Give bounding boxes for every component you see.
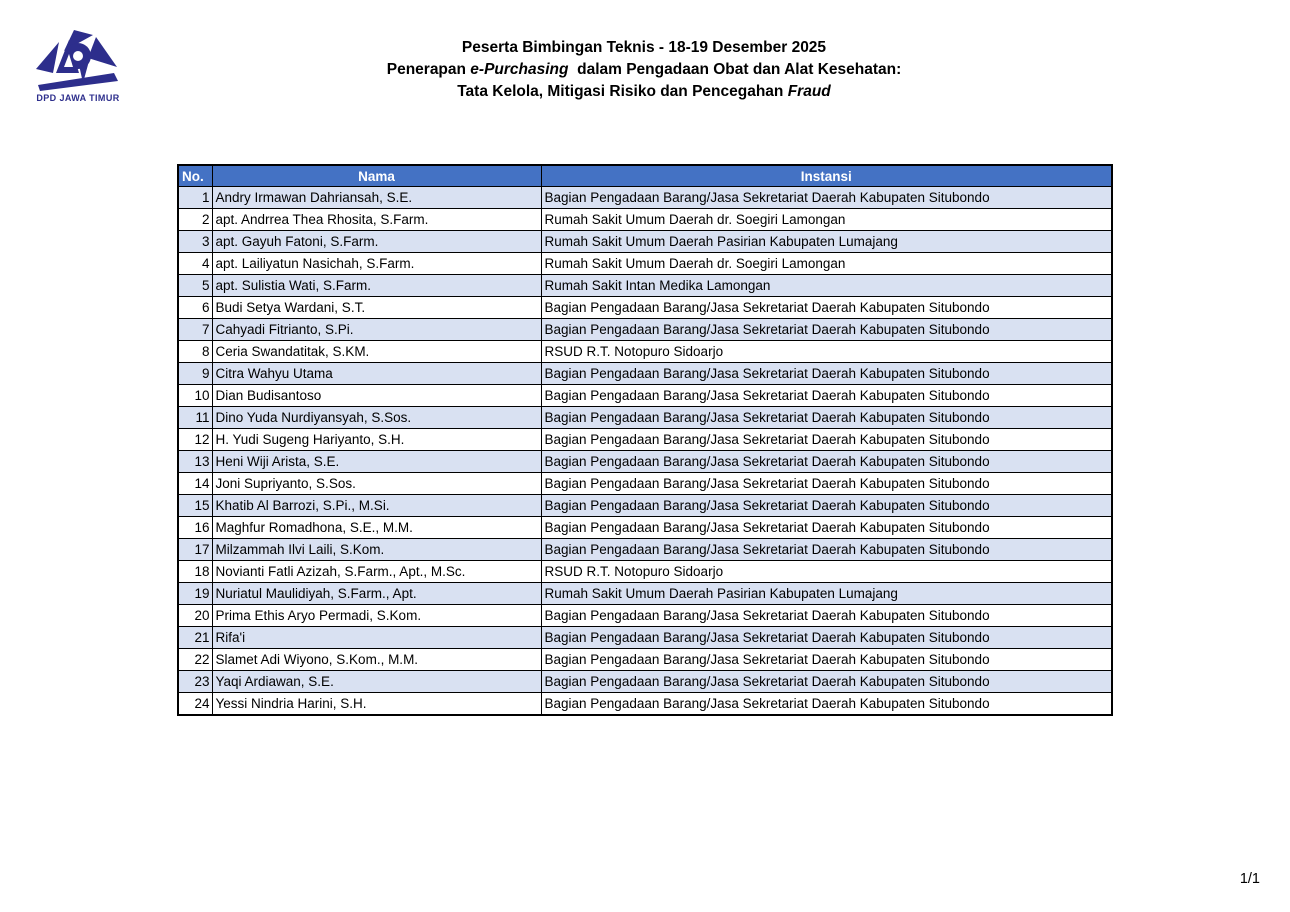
table-row [178, 473, 1112, 495]
cell-no: 9 [178, 363, 212, 385]
cell-nama: apt. Andrrea Thea Rhosita, S.Farm. [212, 209, 541, 231]
cell-nama: Novianti Fatli Azizah, S.Farm., Apt., M.Sc. [212, 561, 541, 583]
table-row [178, 385, 1112, 407]
cell-no: 22 [178, 649, 212, 671]
iapi-logo-icon [32, 30, 124, 92]
cell-no: 15 [178, 495, 212, 517]
cell-no: 17 [178, 539, 212, 561]
cell-instansi: Bagian Pengadaan Barang/Jasa Sekretariat Daerah Kabupaten Situbondo [541, 473, 1112, 495]
cell-nama: Maghfur Romadhona, S.E., M.M. [212, 517, 541, 539]
cell-nama: Yessi Nindria Harini, S.H. [212, 693, 541, 716]
org-logo [28, 30, 128, 103]
cell-instansi: Bagian Pengadaan Barang/Jasa Sekretariat Daerah Kabupaten Situbondo [541, 671, 1112, 693]
cell-no: 21 [178, 627, 212, 649]
cell-nama: Dino Yuda Nurdiyansyah, S.Sos. [212, 407, 541, 429]
column-header-instansi: Instansi [541, 165, 1112, 187]
cell-instansi: Rumah Sakit Intan Medika Lamongan [541, 275, 1112, 297]
cell-instansi: Bagian Pengadaan Barang/Jasa Sekretariat Daerah Kabupaten Situbondo [541, 605, 1112, 627]
cell-no: 11 [178, 407, 212, 429]
table-row [178, 209, 1112, 231]
cell-no: 6 [178, 297, 212, 319]
table-row [178, 451, 1112, 473]
cell-nama: Citra Wahyu Utama [212, 363, 541, 385]
table-row [178, 605, 1112, 627]
table-row [178, 517, 1112, 539]
table-row [178, 253, 1112, 275]
cell-no: 24 [178, 693, 212, 716]
table-row [178, 231, 1112, 253]
cell-no: 1 [178, 187, 212, 209]
page-title: Peserta Bimbingan Teknis - 18-19 Desember 2025 [461, 39, 827, 56]
page-number: 1/1 [1239, 871, 1260, 887]
table-row [178, 649, 1112, 671]
cell-no: 14 [178, 473, 212, 495]
cell-instansi: Bagian Pengadaan Barang/Jasa Sekretariat Daerah Kabupaten Situbondo [541, 693, 1112, 716]
table-row [178, 429, 1112, 451]
cell-instansi: Bagian Pengadaan Barang/Jasa Sekretariat Daerah Kabupaten Situbondo [541, 649, 1112, 671]
cell-instansi: Rumah Sakit Umum Daerah dr. Soegiri Lamongan [541, 209, 1112, 231]
cell-no: 23 [178, 671, 212, 693]
cell-nama: apt. Lailiyatun Nasichah, S.Farm. [212, 253, 541, 275]
table-row [178, 297, 1112, 319]
table-row [178, 275, 1112, 297]
participants-table [177, 164, 1113, 716]
cell-nama: Joni Supriyanto, S.Sos. [212, 473, 541, 495]
cell-nama: Rifa'i [212, 627, 541, 649]
cell-instansi: Bagian Pengadaan Barang/Jasa Sekretariat Daerah Kabupaten Situbondo [541, 451, 1112, 473]
cell-instansi: Bagian Pengadaan Barang/Jasa Sekretariat Daerah Kabupaten Situbondo [541, 539, 1112, 561]
cell-instansi: Rumah Sakit Umum Daerah Pasirian Kabupaten Lumajang [541, 231, 1112, 253]
cell-no: 18 [178, 561, 212, 583]
cell-no: 20 [178, 605, 212, 627]
cell-nama: Heni Wiji Arista, S.E. [212, 451, 541, 473]
title-block [177, 37, 1111, 103]
table-row [178, 693, 1112, 716]
cell-no: 19 [178, 583, 212, 605]
table-row [178, 187, 1112, 209]
cell-nama: Khatib Al Barrozi, S.Pi., M.Si. [212, 495, 541, 517]
cell-nama: H. Yudi Sugeng Hariyanto, S.H. [212, 429, 541, 451]
table-row [178, 671, 1112, 693]
logo-caption: DPD JAWA TIMUR [36, 93, 120, 103]
cell-nama: apt. Gayuh Fatoni, S.Farm. [212, 231, 541, 253]
table-row [178, 561, 1112, 583]
cell-nama: Ceria Swandatitak, S.KM. [212, 341, 541, 363]
cell-instansi: Bagian Pengadaan Barang/Jasa Sekretariat Daerah Kabupaten Situbondo [541, 407, 1112, 429]
cell-no: 7 [178, 319, 212, 341]
cell-nama: Slamet Adi Wiyono, S.Kom., M.M. [212, 649, 541, 671]
table-header-row [178, 165, 1112, 187]
cell-nama: Cahyadi Fitrianto, S.Pi. [212, 319, 541, 341]
cell-instansi: Bagian Pengadaan Barang/Jasa Sekretariat Daerah Kabupaten Situbondo [541, 627, 1112, 649]
cell-instansi: Bagian Pengadaan Barang/Jasa Sekretariat Daerah Kabupaten Situbondo [541, 297, 1112, 319]
column-header-nama: Nama [212, 165, 541, 187]
cell-instansi: Bagian Pengadaan Barang/Jasa Sekretariat Daerah Kabupaten Situbondo [541, 517, 1112, 539]
cell-no: 10 [178, 385, 212, 407]
cell-nama: Andry Irmawan Dahriansah, S.E. [212, 187, 541, 209]
page-subtitle-1: Penerapan e-Purchasing dalam Pengadaan Obat dan Alat Kesehatan: [386, 61, 902, 78]
cell-instansi: RSUD R.T. Notopuro Sidoarjo [541, 341, 1112, 363]
cell-nama: Yaqi Ardiawan, S.E. [212, 671, 541, 693]
cell-nama: Dian Budisantoso [212, 385, 541, 407]
cell-instansi: Bagian Pengadaan Barang/Jasa Sekretariat Daerah Kabupaten Situbondo [541, 429, 1112, 451]
cell-nama: Prima Ethis Aryo Permadi, S.Kom. [212, 605, 541, 627]
table-row [178, 495, 1112, 517]
cell-instansi: Bagian Pengadaan Barang/Jasa Sekretariat Daerah Kabupaten Situbondo [541, 385, 1112, 407]
cell-nama: Nuriatul Maulidiyah, S.Farm., Apt. [212, 583, 541, 605]
cell-no: 12 [178, 429, 212, 451]
cell-instansi: Bagian Pengadaan Barang/Jasa Sekretariat Daerah Kabupaten Situbondo [541, 363, 1112, 385]
cell-no: 2 [178, 209, 212, 231]
cell-instansi: Bagian Pengadaan Barang/Jasa Sekretariat Daerah Kabupaten Situbondo [541, 319, 1112, 341]
cell-nama: Budi Setya Wardani, S.T. [212, 297, 541, 319]
cell-instansi: Rumah Sakit Umum Daerah Pasirian Kabupaten Lumajang [541, 583, 1112, 605]
table-row [178, 583, 1112, 605]
cell-no: 4 [178, 253, 212, 275]
cell-no: 5 [178, 275, 212, 297]
cell-nama: Milzammah Ilvi Laili, S.Kom. [212, 539, 541, 561]
cell-instansi: RSUD R.T. Notopuro Sidoarjo [541, 561, 1112, 583]
table-row [178, 363, 1112, 385]
cell-instansi: Bagian Pengadaan Barang/Jasa Sekretariat Daerah Kabupaten Situbondo [541, 495, 1112, 517]
table-row [178, 627, 1112, 649]
column-header-no: No. [178, 165, 212, 187]
cell-no: 13 [178, 451, 212, 473]
table-row [178, 319, 1112, 341]
table-row [178, 539, 1112, 561]
cell-instansi: Bagian Pengadaan Barang/Jasa Sekretariat Daerah Kabupaten Situbondo [541, 187, 1112, 209]
cell-instansi: Rumah Sakit Umum Daerah dr. Soegiri Lamongan [541, 253, 1112, 275]
table-row [178, 341, 1112, 363]
cell-no: 16 [178, 517, 212, 539]
cell-no: 3 [178, 231, 212, 253]
cell-no: 8 [178, 341, 212, 363]
page-subtitle-2: Tata Kelola, Mitigasi Risiko dan Pencegahan Fraud [457, 83, 831, 100]
participant-table-body [178, 187, 1112, 716]
cell-nama: apt. Sulistia Wati, S.Farm. [212, 275, 541, 297]
table-row [178, 407, 1112, 429]
